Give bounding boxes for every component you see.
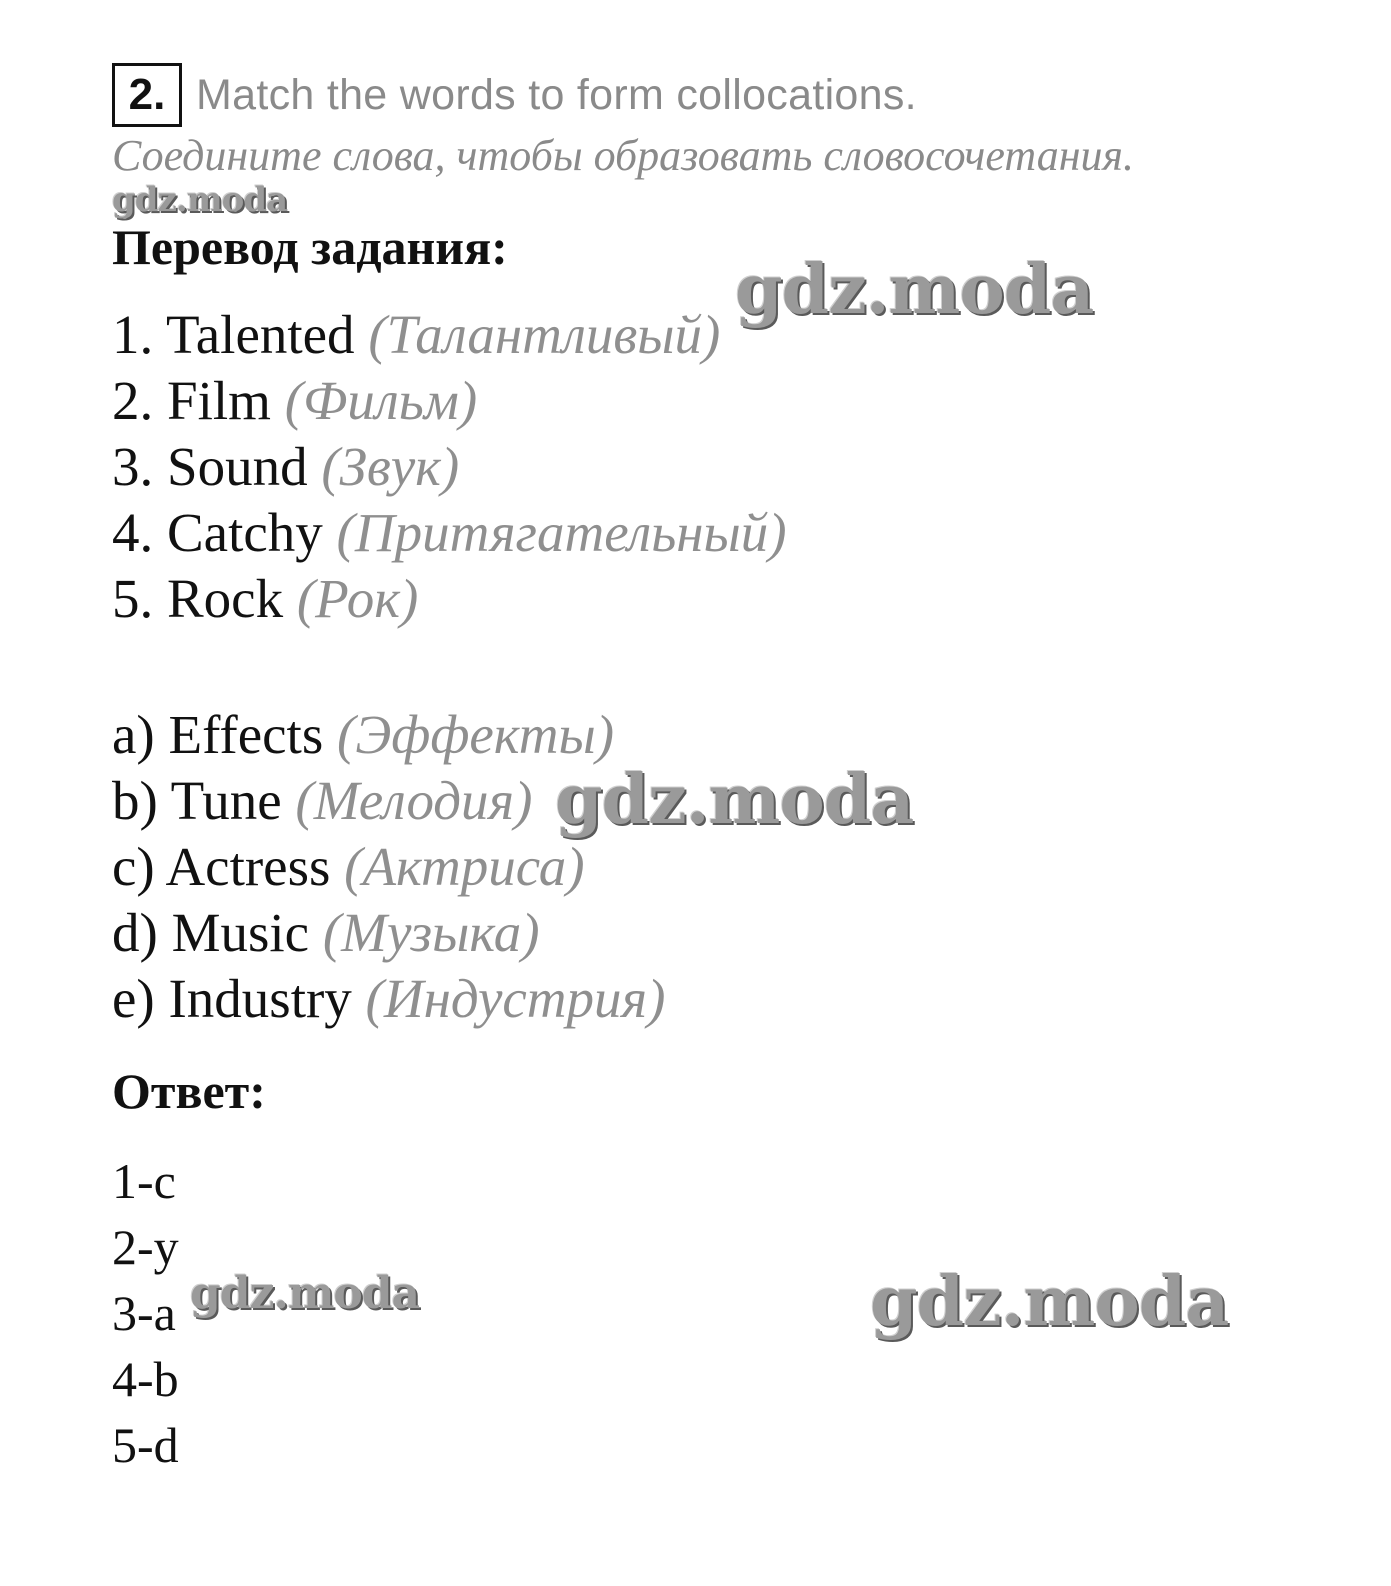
list-item: a) Effects (Эффекты) <box>112 704 615 765</box>
list-item: c) Actress (Актриса) <box>112 836 585 897</box>
answer-item: 5-d <box>112 1417 179 1473</box>
list-item: e) Industry (Индустрия) <box>112 968 666 1029</box>
task-instruction: Match the words to form collocations. <box>196 70 917 119</box>
answer-heading: Ответ: <box>112 1063 266 1119</box>
watermark: gdz.moda <box>190 1268 420 1319</box>
task-header <box>112 62 917 128</box>
list-item: 4. Catchy (Притягательный) <box>112 502 787 563</box>
answer-item: 2-y <box>112 1219 179 1275</box>
numbered-list <box>112 302 787 632</box>
watermark: gdz.moda <box>735 250 1094 330</box>
watermark: gdz.moda <box>555 760 914 840</box>
translation-heading: Перевод задания: <box>112 219 508 275</box>
list-item: b) Tune (Мелодия) <box>112 770 533 831</box>
answer-item: 1-c <box>112 1153 176 1209</box>
list-item: 3. Sound (Звук) <box>112 436 460 497</box>
watermark: gdz.moda <box>112 180 288 220</box>
watermark: gdz.moda <box>870 1262 1229 1342</box>
list-item: 1. Talented (Талантливый) <box>112 304 721 365</box>
list-item: 2. Film (Фильм) <box>112 370 478 431</box>
answer-item: 3-a <box>112 1285 176 1341</box>
lettered-list <box>112 702 665 1032</box>
task-number: 2. <box>112 63 182 127</box>
answer-list <box>112 1148 179 1478</box>
list-item: d) Music (Музыка) <box>112 902 540 963</box>
list-item: 5. Rock (Рок) <box>112 568 419 629</box>
answer-item: 4-b <box>112 1351 179 1407</box>
task-instruction-ru: Соедините слова, чтобы образовать словосочетания. <box>112 131 1134 180</box>
